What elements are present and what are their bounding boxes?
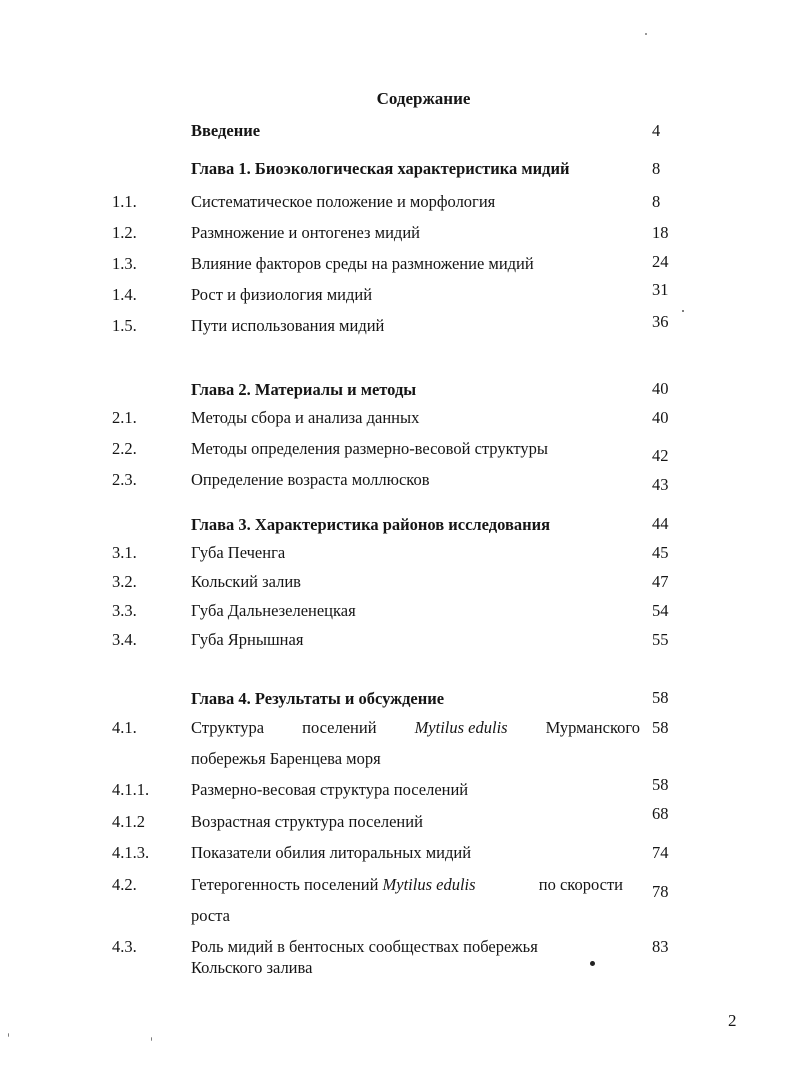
toc-entry-title: Методы сбора и анализа данных <box>191 408 420 427</box>
toc-entry-number: 4.1.2 <box>112 812 145 831</box>
toc-entry-title: Возрастная структура поселений <box>191 812 423 831</box>
toc-entry-page: 24 <box>652 252 669 271</box>
toc-entry-title-continued: роста <box>191 906 230 925</box>
toc-entry-title: Размерно-весовая структура поселений <box>191 780 469 799</box>
toc-entry-title: Влияние факторов среды на размножение мидий <box>191 254 534 273</box>
toc-entry-title: Роль мидий в бентосных сообществах побережья <box>191 937 538 956</box>
toc-entry-title-part: Мурманского <box>545 718 640 737</box>
toc-entry-number: 2.3. <box>112 470 137 489</box>
toc-entry-number: 4.1. <box>112 718 137 737</box>
toc-entry-title: Губа Печенга <box>191 543 286 562</box>
toc-entry-page: 8 <box>652 192 661 211</box>
toc-entry-title: Кольский залив <box>191 572 301 591</box>
toc-entry-page: 47 <box>652 572 669 591</box>
toc-entry-title: Систематическое положение и морфология <box>191 192 496 211</box>
toc-entry-number: 1.4. <box>112 285 137 304</box>
toc-entry-title-part: Гетерогенность поселений Mytilus edulis <box>191 875 476 894</box>
toc-entry-page: 58 <box>652 688 669 707</box>
toc-entry-title: Введение <box>191 121 261 140</box>
toc-entry-title <box>191 875 623 895</box>
toc-entry-number: 4.1.1. <box>112 780 150 799</box>
page-title: Содержание <box>376 89 471 108</box>
species-name: Mytilus edulis <box>382 875 476 894</box>
toc-entry-title: Пути использования мидий <box>191 316 385 335</box>
toc-entry-page: 55 <box>652 630 669 649</box>
toc-entry-page: 40 <box>652 379 669 398</box>
toc-entry-page: 4 <box>652 121 661 140</box>
toc-entry-page: 68 <box>652 804 669 823</box>
toc-entry-page: 54 <box>652 601 669 620</box>
toc-entry-title: Губа Ярнышная <box>191 630 304 649</box>
toc-chapter-title: Глава 2. Материалы и методы <box>191 380 417 399</box>
toc-entry-page: 8 <box>652 159 661 178</box>
toc-entry-page: 44 <box>652 514 669 533</box>
toc-entry-number: 4.1.3. <box>112 843 150 862</box>
toc-entry-title-part: по скорости <box>538 875 623 894</box>
toc-entry-page: 83 <box>652 937 669 956</box>
toc-entry-page: 31 <box>652 280 669 299</box>
toc-entry-title-part: Структура <box>191 718 265 737</box>
toc-chapter-title: Глава 4. Результаты и обсуждение <box>191 689 445 708</box>
toc-entry-number: 4.2. <box>112 875 137 894</box>
page-number: 2 <box>728 1011 737 1030</box>
toc-entry-title <box>191 718 640 738</box>
toc-entry-page: 18 <box>652 223 669 242</box>
toc-entry-title-continued: Кольского залива <box>191 958 313 977</box>
toc-entry-page: 74 <box>652 843 669 862</box>
toc-entry-page: 58 <box>652 718 669 737</box>
toc-entry-number: 3.1. <box>112 543 137 562</box>
toc-entry-number: 1.3. <box>112 254 137 273</box>
toc-entry-title: Губа Дальнезеленецкая <box>191 601 356 620</box>
toc-entry-page: 36 <box>652 312 669 331</box>
toc-entry-page: 43 <box>652 475 669 494</box>
toc-entry-title: Методы определения размерно-весовой структуры <box>191 439 548 458</box>
toc-entry-title: Показатели обилия литоральных мидий <box>191 843 472 862</box>
toc-entry-page: 42 <box>652 446 669 465</box>
toc-entry-page: 45 <box>652 543 669 562</box>
scan-speck <box>682 310 684 312</box>
toc-entry-title-part: поселений <box>302 718 377 737</box>
toc-entry-number: 2.1. <box>112 408 137 427</box>
scan-speck <box>151 1037 152 1041</box>
toc-entry-page: 40 <box>652 408 669 427</box>
toc-entry-title: Размножение и онтогенез мидий <box>191 223 420 242</box>
toc-chapter-title: Глава 1. Биоэкологическая характеристика мидий <box>191 159 570 178</box>
toc-chapter-title: Глава 3. Характеристика районов исследования <box>191 515 551 534</box>
toc-entry-title-continued: побережья Баренцева моря <box>191 749 381 768</box>
species-name: Mytilus edulis <box>414 718 508 737</box>
toc-entry-page: 58 <box>652 775 669 794</box>
toc-entry-number: 1.5. <box>112 316 137 335</box>
scan-speck <box>645 33 647 35</box>
toc-entry-number: 4.3. <box>112 937 137 956</box>
scan-speck <box>590 961 595 966</box>
toc-entry-number: 3.3. <box>112 601 137 620</box>
scan-speck <box>8 1033 9 1037</box>
toc-entry-number: 3.4. <box>112 630 137 649</box>
toc-entry-number: 1.1. <box>112 192 137 211</box>
toc-entry-title: Рост и физиология мидий <box>191 285 373 304</box>
toc-entry-number: 3.2. <box>112 572 137 591</box>
toc-entry-number: 2.2. <box>112 439 137 458</box>
toc-entry-number: 1.2. <box>112 223 137 242</box>
toc-entry-title: Определение возраста моллюсков <box>191 470 430 489</box>
toc-entry-page: 78 <box>652 882 669 901</box>
